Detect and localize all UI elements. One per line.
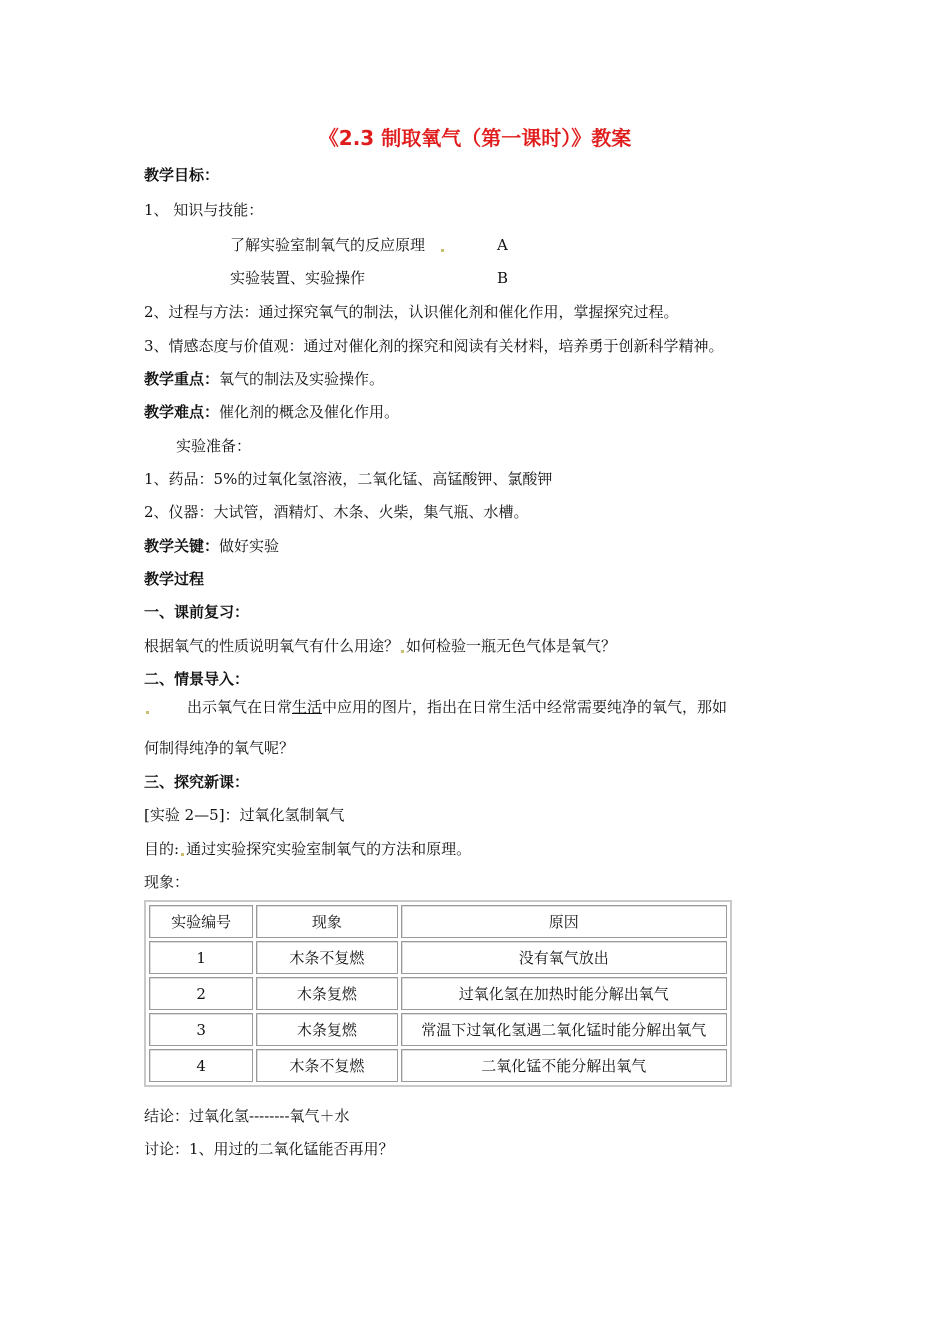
review-question-1: 根据氧气的性质说明氧气有什么用途？ bbox=[144, 637, 400, 655]
teaching-key-text: 做好实验 bbox=[219, 537, 280, 555]
intro-text-underlined: 生活 bbox=[292, 698, 323, 716]
table-cell-number: 1 bbox=[149, 941, 253, 974]
table-row bbox=[149, 1013, 727, 1046]
teaching-difficulty-text: 催化剂的概念及催化作用。 bbox=[219, 403, 400, 421]
intro-text-line-2: 何制得纯净的氧气呢？ bbox=[144, 739, 295, 757]
table-cell-number: 2 bbox=[149, 977, 253, 1010]
review-question-2: 如何检验一瓶无色气体是氧气？ bbox=[406, 637, 617, 655]
purpose-label: 目的: bbox=[144, 840, 180, 858]
objectives-heading: 教学目标： bbox=[144, 166, 220, 184]
objective-sub-2-level: B bbox=[497, 269, 509, 287]
objective-sub-1-level: A bbox=[497, 236, 508, 254]
review-text bbox=[144, 636, 616, 656]
table-header-cell: 现象 bbox=[256, 905, 397, 938]
table-cell-reason: 没有氧气放出 bbox=[401, 941, 727, 974]
new-lesson-heading: 三、探究新课： bbox=[144, 773, 250, 791]
phenomenon-label: 现象： bbox=[144, 873, 190, 891]
experiment-results-table bbox=[144, 900, 732, 1087]
discussion: 讨论：1、用过的二氧化锰能否再用？ bbox=[144, 1140, 394, 1158]
table-cell-reason: 二氧化锰不能分解出氧气 bbox=[401, 1049, 727, 1082]
table-row bbox=[149, 1049, 727, 1082]
objective-item-2: 2、过程与方法：通过探究氧气的制法，认识催化剂和催化作用，掌握探究过程。 bbox=[144, 303, 679, 321]
table-cell-number: 4 bbox=[149, 1049, 253, 1082]
teaching-difficulty-label: 教学难点： bbox=[144, 403, 220, 421]
table-cell-phenomenon: 木条复燃 bbox=[256, 1013, 397, 1046]
table-header-cell: 实验编号 bbox=[149, 905, 253, 938]
teaching-focus-text: 氧气的制法及实验操作。 bbox=[219, 370, 385, 388]
intro-text-b: 中应用的图片，指出在日常生活中经常需要纯净的氧气，那如 bbox=[322, 698, 728, 716]
teaching-difficulty bbox=[144, 402, 399, 422]
table-row bbox=[149, 941, 727, 974]
annotation-mark bbox=[401, 650, 404, 653]
review-heading: 一、课前复习： bbox=[144, 603, 250, 621]
prep-instruments: 2、仪器：大试管，酒精灯、木条、火柴，集气瓶、水槽。 bbox=[144, 503, 529, 521]
table-row bbox=[149, 977, 727, 1010]
table-cell-reason: 常温下过氧化氢遇二氧化锰时能分解出氧气 bbox=[401, 1013, 727, 1046]
objective-sub-2: 实验装置、实验操作 bbox=[230, 269, 366, 287]
annotation-mark bbox=[146, 711, 149, 714]
objective-sub-1 bbox=[230, 235, 446, 255]
intro-heading: 二、情景导入： bbox=[144, 670, 250, 688]
teaching-process-heading: 教学过程 bbox=[144, 570, 205, 588]
experiment-prep: 实验准备： bbox=[176, 437, 252, 455]
teaching-focus bbox=[144, 369, 384, 389]
table-cell-reason: 过氧化氢在加热时能分解出氧气 bbox=[401, 977, 727, 1010]
table-cell-number: 3 bbox=[149, 1013, 253, 1046]
intro-text-a: 出示氧气在日常 bbox=[187, 698, 293, 716]
table-header-row bbox=[149, 905, 727, 938]
objective-item-3: 3、情感态度与价值观：通过对催化剂的探究和阅读有关材料，培养勇于创新科学精神。 bbox=[144, 337, 724, 355]
table-cell-phenomenon: 木条不复燃 bbox=[256, 941, 397, 974]
teaching-key-label: 教学关键： bbox=[144, 537, 220, 555]
conclusion: 结论：过氧化氢--------氧气＋水 bbox=[144, 1107, 350, 1125]
objective-sub-1-text: 了解实验室制氧气的反应原理 bbox=[230, 236, 426, 254]
document-title: 《2.3 制取氧气（第一课时）》教案 bbox=[318, 126, 632, 150]
teaching-key bbox=[144, 536, 279, 556]
prep-drugs: 1、药品：5%的过氧化氢溶液，二氧化锰、高锰酸钾、氯酸钾 bbox=[144, 470, 553, 488]
intro-text-line-1 bbox=[144, 697, 727, 717]
table-header-cell: 原因 bbox=[401, 905, 727, 938]
annotation-mark bbox=[441, 249, 444, 252]
objective-item-1: 1、 知识与技能： bbox=[144, 201, 264, 219]
purpose-text: 通过实验探究实验室制氧气的方法和原理。 bbox=[186, 840, 472, 858]
annotation-mark bbox=[181, 853, 184, 856]
experiment-label: [实验 2—5]：过氧化氢制氧气 bbox=[144, 806, 345, 824]
teaching-focus-label: 教学重点： bbox=[144, 370, 220, 388]
table-cell-phenomenon: 木条复燃 bbox=[256, 977, 397, 1010]
purpose-line bbox=[144, 839, 471, 859]
table-cell-phenomenon: 木条不复燃 bbox=[256, 1049, 397, 1082]
